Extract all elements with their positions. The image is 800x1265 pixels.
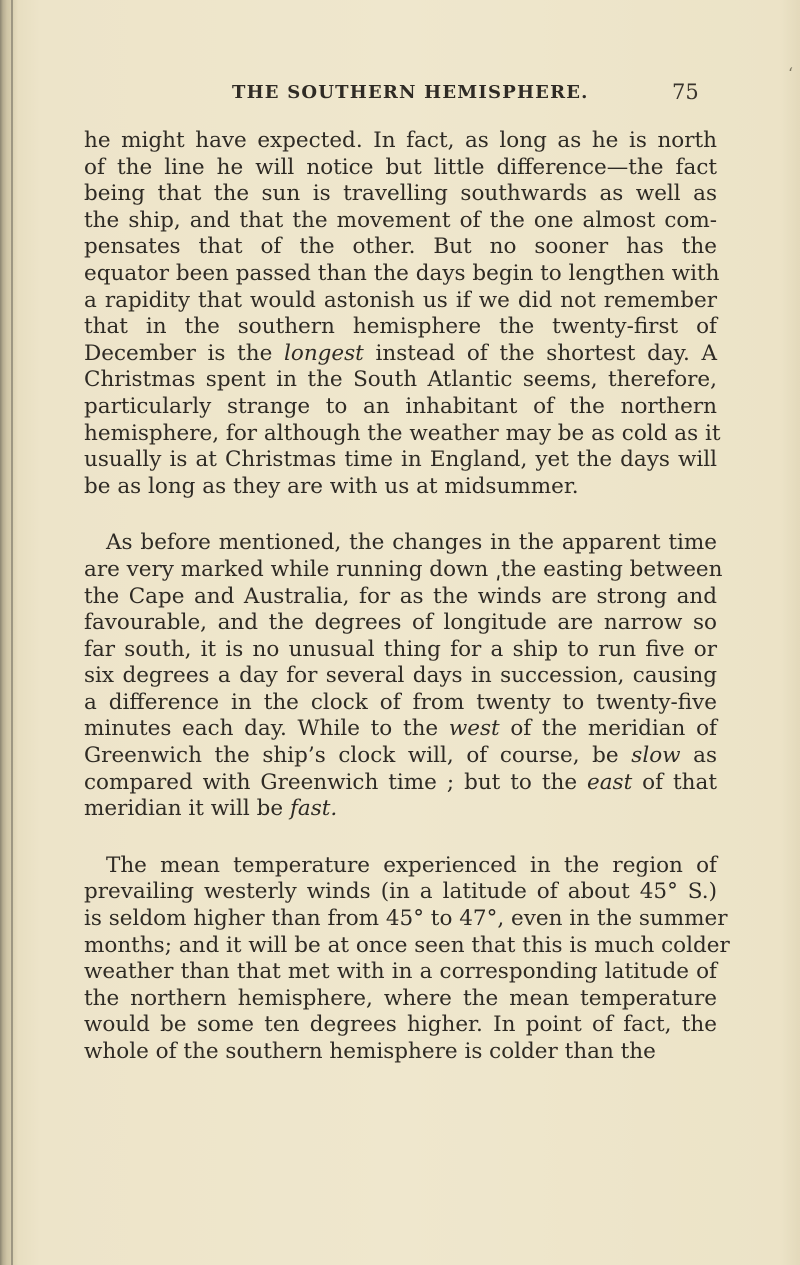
text-line	[84, 716, 717, 743]
running-head: THE SOUTHERN HEMISPHERE.	[232, 82, 589, 103]
text-segment: instead of the shortest day. A	[363, 340, 717, 366]
text-line	[84, 690, 717, 717]
text-line	[84, 447, 717, 474]
book-gutter	[0, 0, 18, 1265]
text-line	[84, 959, 717, 986]
paragraph	[84, 852, 730, 1066]
text-line	[84, 743, 717, 770]
text-line	[84, 906, 728, 933]
margin-mark: ‘	[788, 64, 794, 83]
text-segment: the northern hemisphere, where the mean temperature	[84, 985, 717, 1011]
text-line	[84, 1039, 717, 1066]
text-line	[84, 932, 730, 960]
text-segment: Christmas spent in the South Atlantic seems, therefore,	[84, 367, 717, 393]
text-line	[84, 637, 717, 664]
text-line	[84, 155, 717, 182]
text-line	[84, 341, 717, 368]
text-segment: that in the southern hemisphere the twenty-first of	[84, 314, 717, 340]
text-segment: a rapidity that would astonish us if we did not remember	[84, 287, 717, 313]
text-segment: of the line he will notice but little difference—the fact	[84, 154, 717, 180]
text-line	[84, 796, 717, 823]
text-segment: As before mentioned, the changes in the apparent time	[106, 530, 717, 556]
text-segment: The mean temperature experienced in the region of	[106, 852, 717, 878]
text-segment: he might have expected. In fact, as long as he is north	[84, 128, 717, 153]
text-line	[84, 260, 720, 288]
text-segment: far south, it is no unusual thing for a ship to run five or	[84, 636, 717, 662]
text-segment: December is the	[84, 340, 284, 366]
emphasis: slow	[631, 743, 681, 769]
text-segment: of the meridian of	[499, 716, 717, 742]
text-line	[84, 770, 717, 797]
text-line	[84, 181, 717, 208]
text-line	[84, 610, 717, 637]
text-segment: prevailing westerly winds (in a latitude of about 45° S.)	[84, 879, 717, 905]
text-line	[84, 1012, 717, 1039]
text-segment: is seldom higher than from 45° to 47°, even in the summer	[84, 906, 728, 932]
text-segment: would be some ten degrees higher. In point of fact, the	[84, 1012, 717, 1038]
paragraph	[84, 128, 721, 500]
emphasis: west	[448, 716, 500, 742]
emphasis: fast.	[289, 796, 338, 822]
text-segment: of that	[632, 769, 717, 795]
text-line	[84, 288, 717, 315]
text-segment: be as long as they are with us at midsummer.	[84, 473, 579, 499]
text-line	[84, 556, 723, 584]
text-segment: weather than that met with in a corresponding latitude of	[84, 959, 717, 985]
text-segment: pensates that of the other. But no sooner has the	[84, 234, 717, 260]
text-segment: whole of the southern hemisphere is colder than the	[84, 1039, 656, 1064]
text-segment: compared with Greenwich time ; but to the	[84, 769, 587, 795]
text-segment: the Cape and Australia, for as the winds are strong and	[84, 583, 717, 609]
page-header	[0, 82, 800, 112]
text-line	[84, 314, 717, 341]
text-line	[84, 584, 717, 611]
text-line	[84, 208, 717, 235]
text-segment: particularly strange to an inhabitant of the northern	[84, 393, 717, 419]
text-line	[84, 879, 717, 906]
text-line	[84, 986, 717, 1013]
text-line	[84, 853, 717, 880]
text-line	[84, 394, 717, 421]
gutter-edge-line	[11, 0, 13, 1265]
text-line	[84, 128, 717, 155]
text-segment: hemisphere, for although the weather may be as cold as it	[84, 420, 721, 446]
emphasis: longest	[284, 340, 364, 366]
page-number: 75	[672, 80, 699, 104]
text-line	[84, 234, 717, 261]
text-segment: minutes each day. While to the	[84, 716, 449, 742]
paragraph-gap	[84, 500, 717, 530]
text-segment: a difference in the clock of from twenty to twenty-five	[84, 689, 717, 715]
text-segment: favourable, and the degrees of longitude are narrow so	[84, 610, 717, 636]
emphasis: east	[587, 769, 633, 795]
text-segment: the ship, and that the movement of the one almost com-	[84, 207, 717, 233]
text-segment: are very marked while running down ͵the easting between	[84, 556, 723, 582]
text-segment: Greenwich the ship’s clock will, of course, be	[84, 743, 632, 769]
text-line	[84, 367, 717, 394]
text-line	[84, 474, 717, 501]
paragraph-gap	[84, 823, 717, 853]
text-segment: meridian it will be	[84, 796, 290, 822]
text-segment: as	[680, 743, 718, 769]
text-segment: months; and it will be at once seen that this is much colder	[84, 932, 730, 958]
text-line	[84, 420, 721, 448]
paragraph	[84, 530, 723, 823]
text-segment: six degrees a day for several days in succession, causing	[84, 663, 717, 689]
text-segment: usually is at Christmas time in England, yet the days will	[84, 447, 717, 473]
text-line	[84, 530, 717, 557]
text-segment: being that the sun is travelling southwards as well as	[84, 181, 717, 207]
body-text	[84, 128, 730, 1066]
text-line	[84, 663, 717, 690]
text-segment: equator been passed than the days begin to lengthen with	[84, 260, 720, 286]
